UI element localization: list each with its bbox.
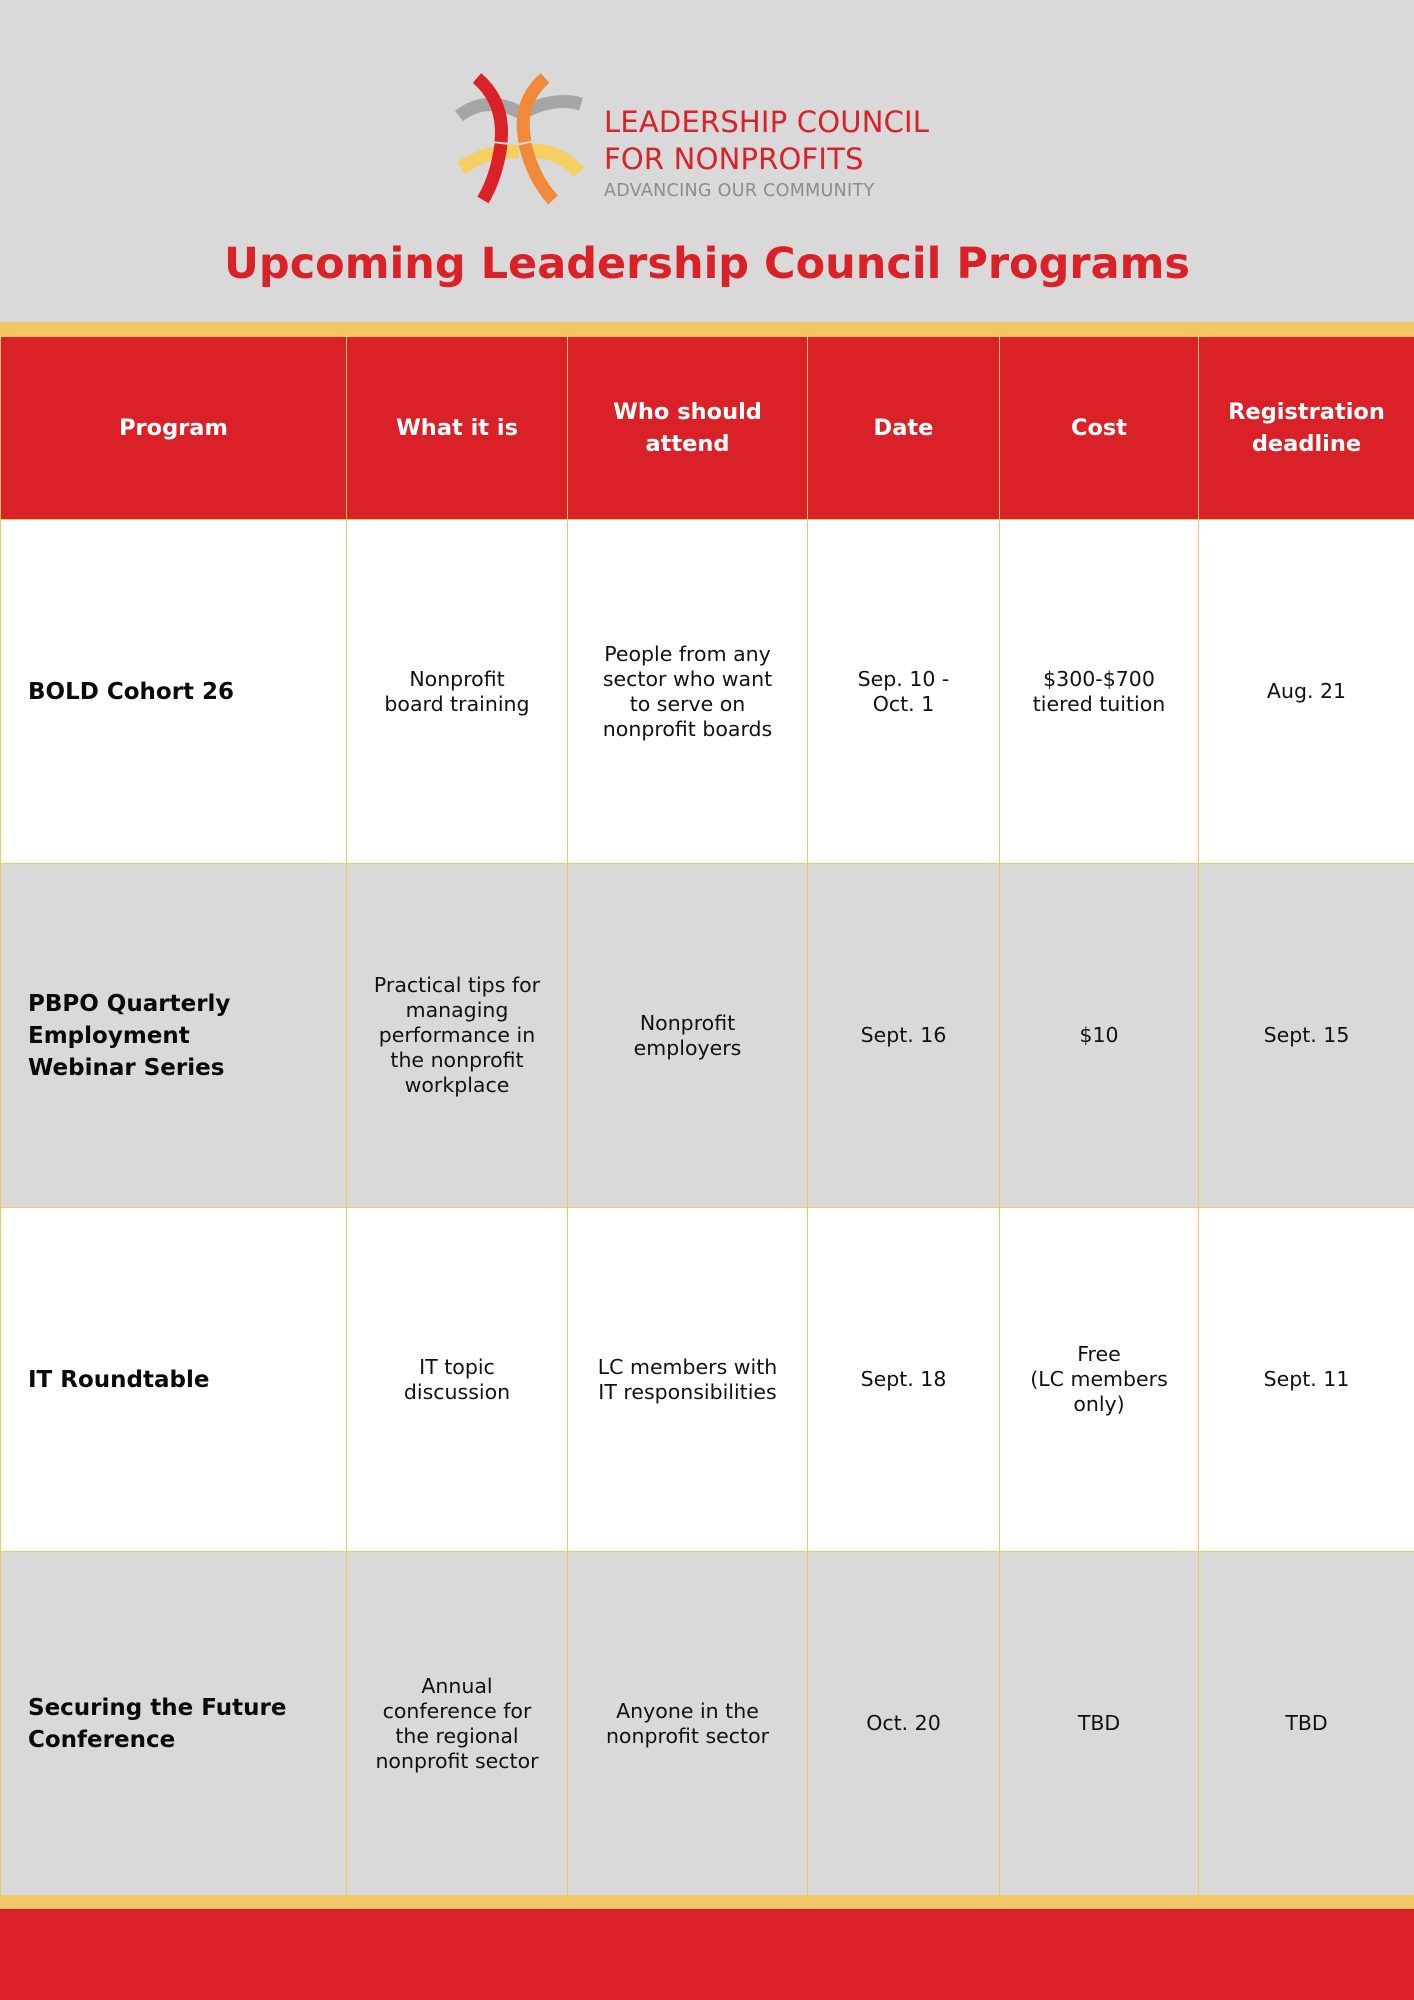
what-cell: Practical tips for managing performance in the nonprofit workplace (347, 864, 568, 1208)
program-cell: Securing the Future Conference (1, 1552, 347, 1896)
program-cell: PBPO Quarterly Employment Webinar Series (1, 864, 347, 1208)
cost-cell: $10 (1000, 864, 1199, 1208)
who-cell: LC members with IT responsibilities (568, 1208, 808, 1552)
what-cell: IT topic discussion (347, 1208, 568, 1552)
deadline-cell: TBD (1199, 1552, 1414, 1896)
date-cell: Oct. 20 (808, 1552, 1000, 1896)
deadline-cell: Sept. 15 (1199, 864, 1414, 1208)
table-header-row (1, 337, 1414, 520)
cost-cell: $300-$700 tiered tuition (1000, 520, 1199, 864)
table-row (1, 1552, 1414, 1896)
footer-band (0, 1909, 1414, 2000)
who-cell: People from any sector who want to serve on nonprofit boards (568, 520, 808, 864)
org-tagline: ADVANCING OUR COMMUNITY (604, 181, 875, 201)
who-cell: Nonprofit employers (568, 864, 808, 1208)
programs-table (0, 336, 1414, 1896)
page-title: Upcoming Leadership Council Programs (224, 239, 1190, 289)
column-header-deadline: Registration deadline (1199, 337, 1414, 520)
deadline-cell: Sept. 11 (1199, 1208, 1414, 1552)
date-cell: Sept. 18 (808, 1208, 1000, 1552)
program-cell: IT Roundtable (1, 1208, 347, 1552)
org-name-line1: LEADERSHIP COUNCIL (604, 105, 930, 139)
deadline-cell: Aug. 21 (1199, 520, 1414, 864)
column-header-cost: Cost (1000, 337, 1199, 520)
column-header-program: Program (1, 337, 347, 520)
council-logo-icon (455, 72, 585, 206)
table-row (1, 520, 1414, 864)
table-row (1, 864, 1414, 1208)
page-header (0, 0, 1414, 322)
column-header-what: What it is (347, 337, 568, 520)
cost-cell: Free (LC members only) (1000, 1208, 1199, 1552)
table-row (1, 1208, 1414, 1552)
program-cell: BOLD Cohort 26 (1, 520, 347, 864)
column-header-who: Who should attend (568, 337, 808, 520)
top-divider (0, 322, 1414, 336)
what-cell: Nonprofit board training (347, 520, 568, 864)
what-cell: Annual conference for the regional nonprofit sector (347, 1552, 568, 1896)
date-cell: Sept. 16 (808, 864, 1000, 1208)
logo-wordmark (604, 104, 929, 204)
date-cell: Sep. 10 - Oct. 1 (808, 520, 1000, 864)
bottom-divider (0, 1895, 1414, 1909)
cost-cell: TBD (1000, 1552, 1199, 1896)
org-name-line2: FOR NONPROFITS (604, 142, 864, 176)
who-cell: Anyone in the nonprofit sector (568, 1552, 808, 1896)
column-header-date: Date (808, 337, 1000, 520)
